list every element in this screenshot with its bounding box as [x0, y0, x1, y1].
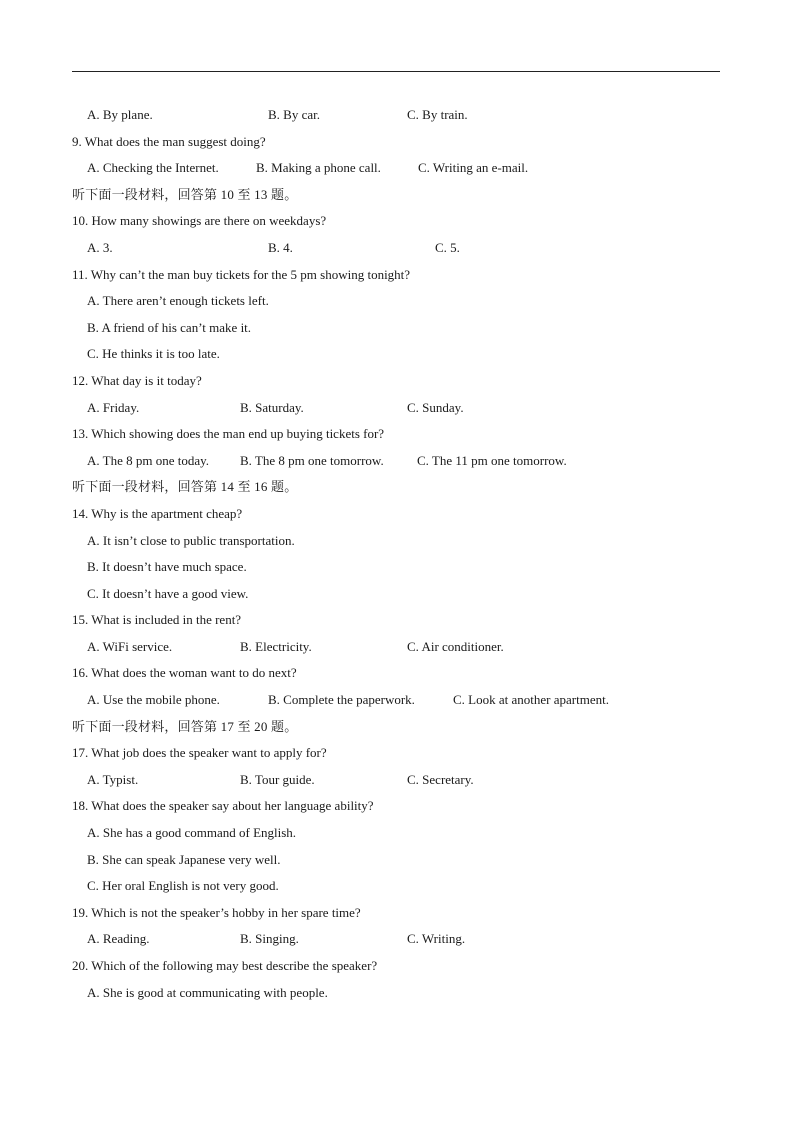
question-stem: 19. Which is not the speaker’s hobby in her spare time?: [72, 904, 361, 920]
answer-options-row: [72, 634, 722, 661]
answer-option: B. The 8 pm one tomorrow.: [240, 452, 384, 468]
question-stem: 9. What does the man suggest doing?: [72, 133, 266, 149]
answer-option: C. 5.: [435, 239, 460, 255]
answer-option: C. Air conditioner.: [407, 638, 504, 654]
answer-option: C. Look at another apartment.: [453, 692, 609, 708]
question-stem: 15. What is included in the rent?: [72, 612, 242, 628]
answer-option: B. She can speak Japanese very well.: [87, 851, 281, 867]
answer-option: A. By plane.: [87, 107, 153, 122]
answer-option: A. Use the mobile phone.: [87, 692, 220, 708]
answer-option: B. A friend of his can’t make it.: [87, 319, 252, 335]
answer-option: B. Making a phone call.: [256, 160, 381, 176]
answer-option: C. Secretary.: [407, 771, 474, 787]
answer-options-row: [72, 926, 722, 953]
answer-option: B. By car.: [268, 107, 320, 122]
answer-option: C. The 11 pm one tomorrow.: [417, 452, 567, 468]
answer-option: A. She has a good command of English.: [87, 825, 297, 841]
answer-option: A. WiFi service.: [87, 638, 173, 654]
question-stem: 13. Which showing does the man end up buying tickets for?: [72, 426, 385, 442]
answer-option: A. There aren’t enough tickets left.: [87, 293, 269, 309]
answer-option: B. It doesn’t have much space.: [87, 559, 247, 575]
question-stem: 16. What does the woman want to do next?: [72, 665, 297, 681]
answer-option: A. Reading.: [87, 931, 150, 947]
answer-option: B. 4.: [268, 239, 293, 255]
question-stem: 18. What does the speaker say about her language ability?: [72, 798, 374, 814]
answer-options-row: [72, 687, 722, 714]
answer-option: C. Her oral English is not very good.: [87, 878, 279, 894]
section-instruction: 听下面一段材料，回答第 17 至 20 题。: [72, 718, 298, 734]
section-instruction: 听下面一段材料，回答第 14 至 16 题。: [72, 479, 298, 495]
answer-option: B. Singing.: [240, 931, 299, 947]
answer-option: C. By train.: [407, 107, 468, 122]
answer-option: A. 3.: [87, 239, 113, 255]
answer-option: A. Checking the Internet.: [87, 160, 219, 176]
question-list: [72, 102, 722, 1006]
header-rule: [72, 71, 720, 72]
answer-option: B. Complete the paperwork.: [268, 692, 415, 708]
section-instruction: 听下面一段材料，回答第 10 至 13 题。: [72, 186, 298, 202]
answer-option: A. It isn’t close to public transportation.: [87, 532, 295, 548]
answer-option: A. The 8 pm one today.: [87, 452, 210, 468]
answer-options-row: [72, 767, 722, 794]
answer-options-row: [72, 448, 722, 475]
answer-options-row: [72, 395, 722, 422]
answer-option: C. Sunday.: [407, 399, 464, 415]
answer-options-row: [72, 102, 722, 129]
question-stem: 20. Which of the following may best describe the speaker?: [72, 958, 378, 973]
answer-option: C. Writing.: [407, 931, 466, 947]
question-stem: 12. What day is it today?: [72, 372, 202, 388]
answer-option: A. She is good at communicating with people.: [87, 984, 328, 1000]
answer-option: C. He thinks it is too late.: [87, 346, 220, 362]
answer-option: C. Writing an e-mail.: [418, 160, 529, 176]
answer-option: B. Electricity.: [240, 638, 312, 654]
answer-options-row: [72, 235, 722, 262]
answer-option: A. Typist.: [87, 771, 139, 787]
answer-option: B. Tour guide.: [240, 771, 315, 787]
question-stem: 14. Why is the apartment cheap?: [72, 505, 243, 521]
answer-option: C. It doesn’t have a good view.: [87, 585, 249, 601]
question-stem: 10. How many showings are there on weekdays?: [72, 213, 327, 229]
question-stem: 17. What job does the speaker want to apply for?: [72, 745, 327, 761]
answer-option: A. Friday.: [87, 399, 140, 415]
answer-options-row: [72, 155, 722, 182]
answer-option: B. Saturday.: [240, 399, 304, 415]
question-stem: 11. Why can’t the man buy tickets for the 5 pm showing tonight?: [72, 266, 411, 282]
